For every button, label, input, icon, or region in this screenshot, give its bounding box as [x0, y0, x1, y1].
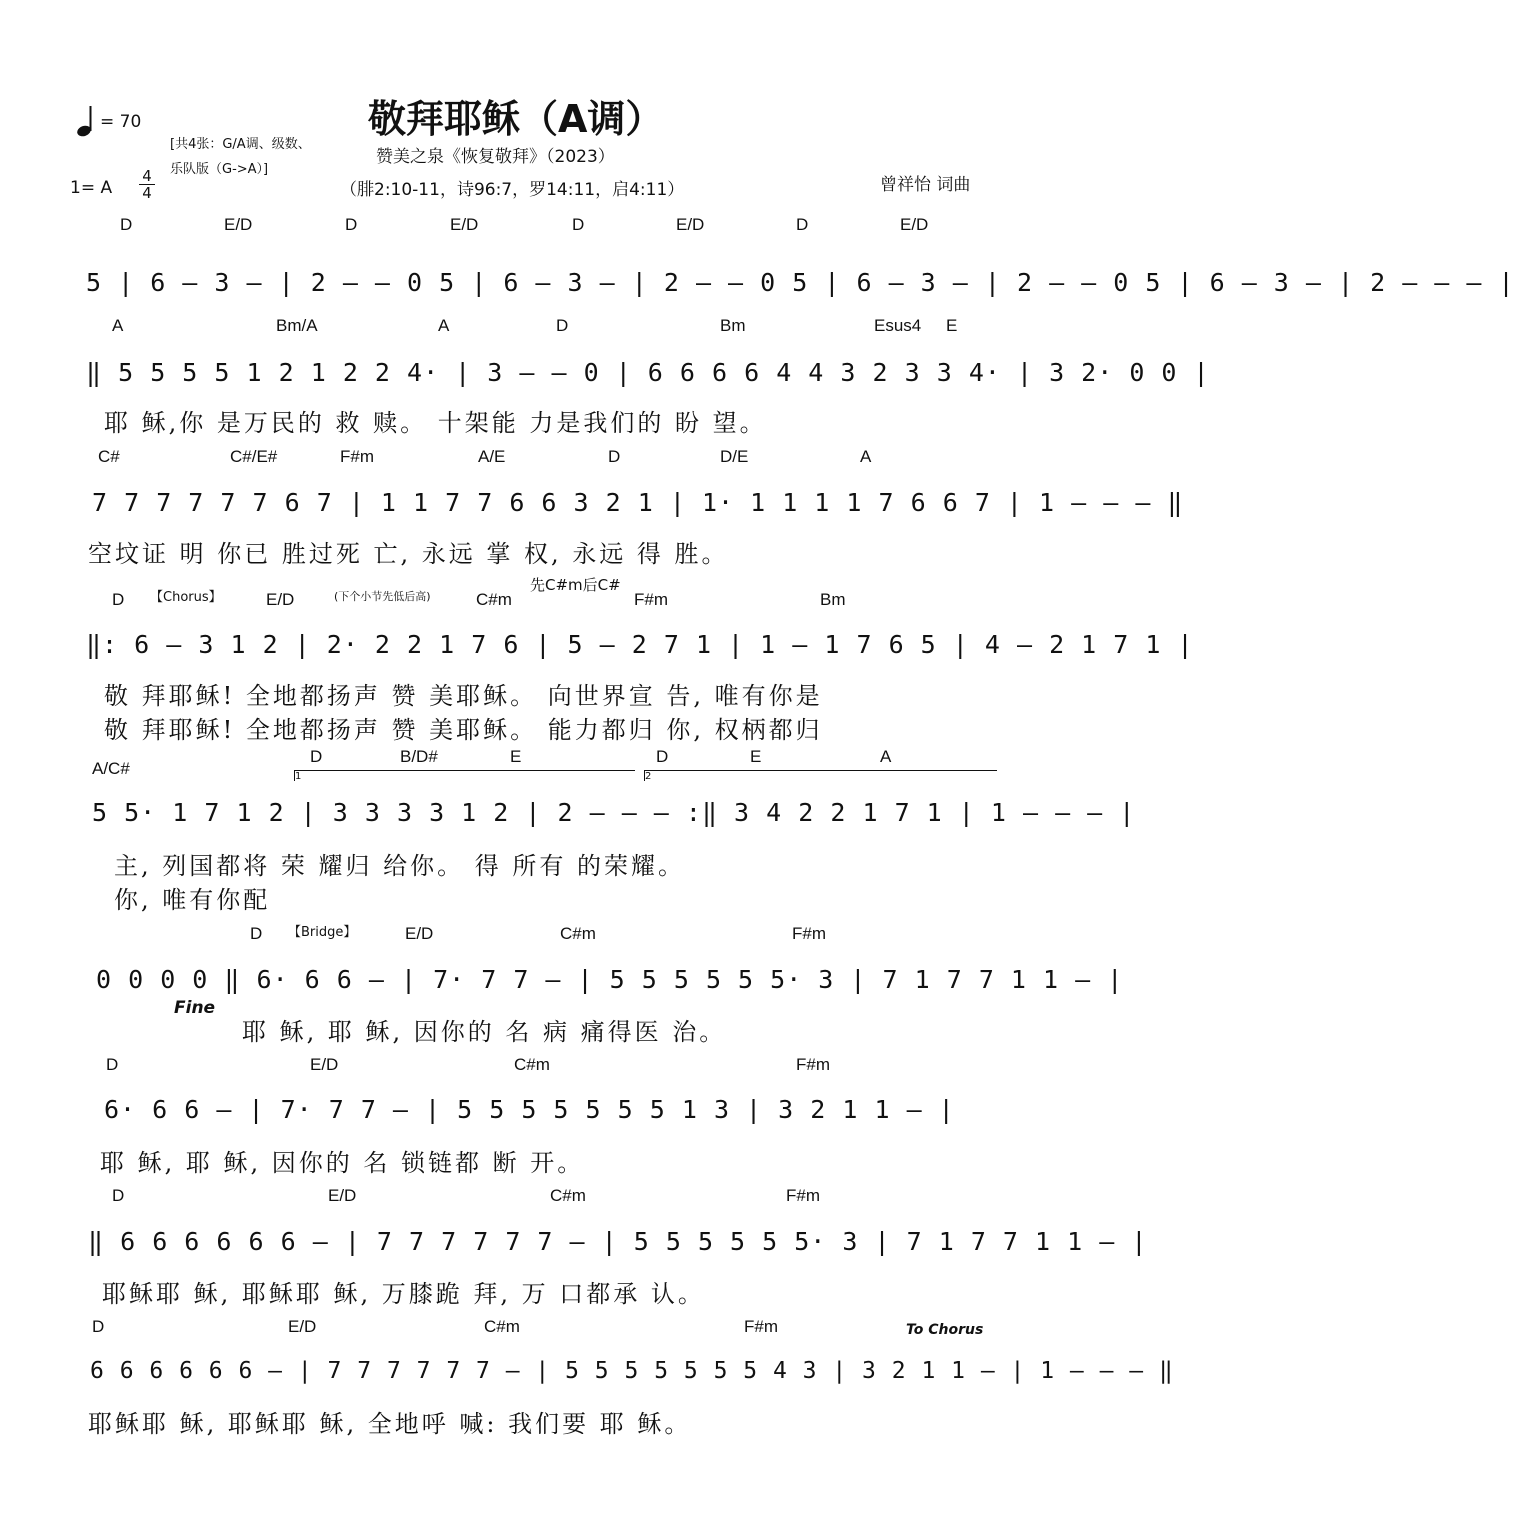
- chord: E/D: [676, 215, 705, 234]
- chord: D: [92, 1317, 105, 1336]
- source: 赞美之泉《恢复敬拜》（2023）: [376, 147, 615, 167]
- volta-2-bracket: [644, 770, 997, 781]
- time-top: 4: [142, 167, 152, 185]
- chord: C#m: [484, 1317, 520, 1336]
- notation-line: 6· 6 6 – | 7· 7 7 – | 5 5 5 5 5 5 5 1 3 | 3 2 1 1 – |: [104, 1095, 955, 1124]
- fine-marker: Fine: [174, 998, 216, 1018]
- chord: F#m: [786, 1186, 820, 1205]
- lyric-line: 耶稣耶 稣, 耶稣耶 稣, 全地呼 喊: 我们要 耶 稣。: [88, 1410, 692, 1438]
- chord: D/E: [720, 447, 749, 466]
- chord: F#m: [744, 1317, 778, 1336]
- volta-label: 2: [645, 771, 652, 782]
- chord: F#m: [792, 924, 826, 943]
- version-note-line2: 乐队版（G->A）]: [170, 162, 269, 177]
- notation-line: ‖ 5 5 5 5 1 2 1 2 2 4· | 3 – – 0 | 6 6 6 6 4 4 3 2 3 3 4· | 3 2· 0 0 |: [86, 358, 1210, 387]
- chord: E/D: [266, 590, 295, 609]
- notation-line: 6 6 6 6 6 6 – | 7 7 7 7 7 7 – | 5 5 5 5 5 5 5 4 3 | 3 2 1 1 – | 1 – – – ‖: [90, 1358, 1174, 1384]
- lyric-line: 空坟证 明 你已 胜过死 亡, 永远 掌 权, 永远 得 胜。: [88, 540, 729, 568]
- notation-line: ‖ 6 6 6 6 6 6 – | 7 7 7 7 7 7 – | 5 5 5 5 5 5· 3 | 7 1 7 7 1 1 – |: [88, 1227, 1148, 1256]
- chord: Bm: [820, 590, 846, 609]
- chord: A: [880, 747, 892, 766]
- chord: F#m: [634, 590, 668, 609]
- chord: D: [345, 215, 358, 234]
- scripture: （腓2:10-11，诗96:7，罗14:11，启4:11）: [340, 180, 685, 200]
- lyric-line: 耶稣耶 稣, 耶稣耶 稣, 万膝跪 拜, 万 口都承 认。: [102, 1280, 705, 1308]
- notation-line: ‖: 6 – 3 1 2 | 2· 2 2 1 7 6 | 5 – 2 7 1 | 1 – 1 7 6 5 | 4 – 2 1 7 1 |: [86, 630, 1194, 659]
- chord: E/D: [405, 924, 434, 943]
- chord: E/D: [224, 215, 253, 234]
- chord: B/D#: [400, 747, 438, 766]
- chord: C#m: [476, 590, 512, 609]
- author: 曾祥怡 词曲: [880, 175, 971, 195]
- chord: E: [946, 316, 958, 335]
- chord: Bm: [720, 316, 746, 335]
- time-signature: [139, 168, 155, 201]
- chord: Bm/A: [276, 316, 318, 335]
- volta-1-bracket: [294, 770, 635, 781]
- quarter-note-icon: [76, 104, 98, 142]
- chord: F#m: [340, 447, 374, 466]
- chord: D: [112, 1186, 125, 1205]
- chord: E: [510, 747, 522, 766]
- performance-note: (下个小节先低后高): [334, 590, 431, 603]
- chord: C#m: [514, 1055, 550, 1074]
- notation-line: 0 0 0 0 ‖ 6· 6 6 – | 7· 7 7 – | 5 5 5 5 5 5· 3 | 7 1 7 7 1 1 – |: [96, 965, 1124, 994]
- chord: E: [750, 747, 762, 766]
- lyric-line: 敬 拜耶稣! 全地都扬声 赞 美耶稣。 能力都归 你, 权柄都归: [104, 716, 823, 744]
- chord: E/D: [900, 215, 929, 234]
- chord: F#m: [796, 1055, 830, 1074]
- chord: D: [250, 924, 263, 943]
- tempo: = 70: [100, 112, 142, 132]
- chord: D: [608, 447, 621, 466]
- chord-change-note: 先C#m后C#: [530, 576, 621, 594]
- chord: Esus4: [874, 316, 922, 335]
- chord: C#/E#: [230, 447, 278, 466]
- chord: A: [860, 447, 872, 466]
- chord: D: [556, 316, 569, 335]
- chord: D: [310, 747, 323, 766]
- time-bottom: 4: [142, 184, 152, 202]
- lyric-line: 主, 列国都将 荣 耀归 给你。 得 所有 的荣耀。: [114, 852, 686, 880]
- chord: A: [438, 316, 450, 335]
- chord: D: [572, 215, 585, 234]
- volta-label: 1: [295, 771, 302, 782]
- chord: D: [656, 747, 669, 766]
- key-signature: 1= A: [70, 178, 113, 198]
- chord: A/E: [478, 447, 506, 466]
- chord: E/D: [450, 215, 479, 234]
- chorus-marker: 【Chorus】: [150, 590, 222, 605]
- chord: D: [796, 215, 809, 234]
- lyric-line: 耶 稣, 耶 稣, 因你的 名 锁链都 断 开。: [100, 1149, 585, 1177]
- notation-line: 7 7 7 7 7 7 6 7 | 1 1 7 7 6 6 3 2 1 | 1· 1 1 1 1 7 6 6 7 | 1 – – – ‖: [92, 488, 1184, 517]
- version-note-line1: [共4张：G/A调、级数、: [170, 137, 311, 152]
- chord: C#m: [560, 924, 596, 943]
- chord: E/D: [328, 1186, 357, 1205]
- chord: D: [106, 1055, 119, 1074]
- chord: A/C#: [92, 759, 130, 778]
- lyric-line: 敬 拜耶稣! 全地都扬声 赞 美耶稣。 向世界宣 告, 唯有你是: [104, 682, 823, 710]
- chord: E/D: [310, 1055, 339, 1074]
- chord: D: [112, 590, 125, 609]
- lyric-line: 耶 稣, 耶 稣, 因你的 名 病 痛得医 治。: [242, 1018, 727, 1046]
- lyric-line: 耶 稣,你 是万民的 救 赎。 十架能 力是我们的 盼 望。: [104, 409, 767, 437]
- chord: C#m: [550, 1186, 586, 1205]
- notation-line: 5 | 6 – 3 – | 2 – – 0 5 | 6 – 3 – | 2 – – 0 5 | 6 – 3 – | 2 – – 0 5 | 6 – 3 – | 2 – – – |: [86, 268, 1515, 297]
- page-title: 敬拜耶稣（A调）: [368, 97, 664, 141]
- notation-line: 5 5· 1 7 1 2 | 3 3 3 3 1 2 | 2 – – – :‖ 3 4 2 2 1 7 1 | 1 – – – |: [92, 798, 1136, 827]
- chord: E/D: [288, 1317, 317, 1336]
- bridge-marker: 【Bridge】: [288, 925, 357, 940]
- lyric-line: 你, 唯有你配: [114, 886, 271, 914]
- chord: D: [120, 215, 133, 234]
- to-chorus-marker: To Chorus: [906, 1322, 984, 1338]
- chord: C#: [98, 447, 120, 466]
- chord: A: [112, 316, 124, 335]
